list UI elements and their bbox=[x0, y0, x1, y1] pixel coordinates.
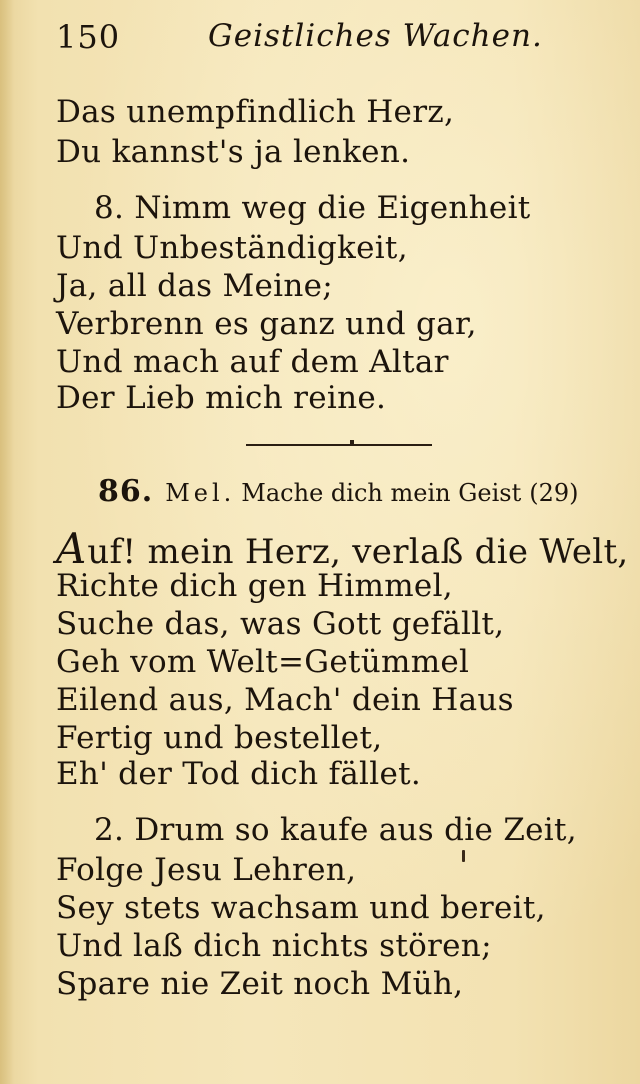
ink-speck bbox=[462, 850, 465, 862]
stanza-8-line-1: 8. Nimm weg die Eigenheit bbox=[94, 190, 531, 226]
text-line: Ja, all das Meine; bbox=[56, 268, 334, 304]
melody-label: Mel. bbox=[165, 479, 236, 507]
text-line: Und laß dich nichts stören; bbox=[56, 928, 492, 964]
text-line: Richte dich gen Himmel, bbox=[56, 568, 453, 604]
hymn-first-line bbox=[56, 524, 629, 573]
first-line-text: uf! mein Herz, verlaß die Welt, bbox=[87, 532, 629, 572]
text-line: Sey stets wachsam und bereit, bbox=[56, 890, 546, 926]
hymn-heading bbox=[98, 474, 598, 514]
melody-reference: (29) bbox=[529, 479, 579, 507]
stanza-2-line-1: 2. Drum so kaufe aus die Zeit, bbox=[94, 812, 577, 848]
divider-ornament bbox=[350, 440, 354, 446]
text-line: Eh' der Tod dich fället. bbox=[56, 756, 422, 792]
text-line: Spare nie Zeit noch Müh, bbox=[56, 966, 464, 1002]
text-line: Geh vom Welt=Getümmel bbox=[56, 644, 470, 680]
text-line: Folge Jesu Lehren, bbox=[56, 852, 357, 888]
text-line: Du kannst's ja lenken. bbox=[56, 134, 411, 170]
text-line: Und Unbeständigkeit, bbox=[56, 230, 408, 266]
text-line: Eilend aus, Mach' dein Haus bbox=[56, 682, 514, 718]
hymn-number: 86. bbox=[98, 474, 154, 509]
section-divider bbox=[246, 444, 432, 446]
page-number: 150 bbox=[56, 18, 121, 56]
text-line: Verbrenn es ganz und gar, bbox=[56, 306, 477, 342]
text-line: Und mach auf dem Altar bbox=[56, 344, 449, 380]
text-line: Der Lieb mich reine. bbox=[56, 380, 387, 416]
text-line: Fertig und bestellet, bbox=[56, 720, 383, 756]
text-line: Das unempfindlich Herz, bbox=[56, 94, 455, 130]
drop-initial: A bbox=[56, 524, 88, 573]
melody-tune: Mache dich mein Geist bbox=[241, 479, 522, 507]
text-line: Suche das, was Gott gefällt, bbox=[56, 606, 505, 642]
running-title: Geistliches Wachen. bbox=[208, 18, 543, 54]
page-gutter-shadow bbox=[0, 0, 14, 1084]
page-header bbox=[56, 14, 616, 60]
